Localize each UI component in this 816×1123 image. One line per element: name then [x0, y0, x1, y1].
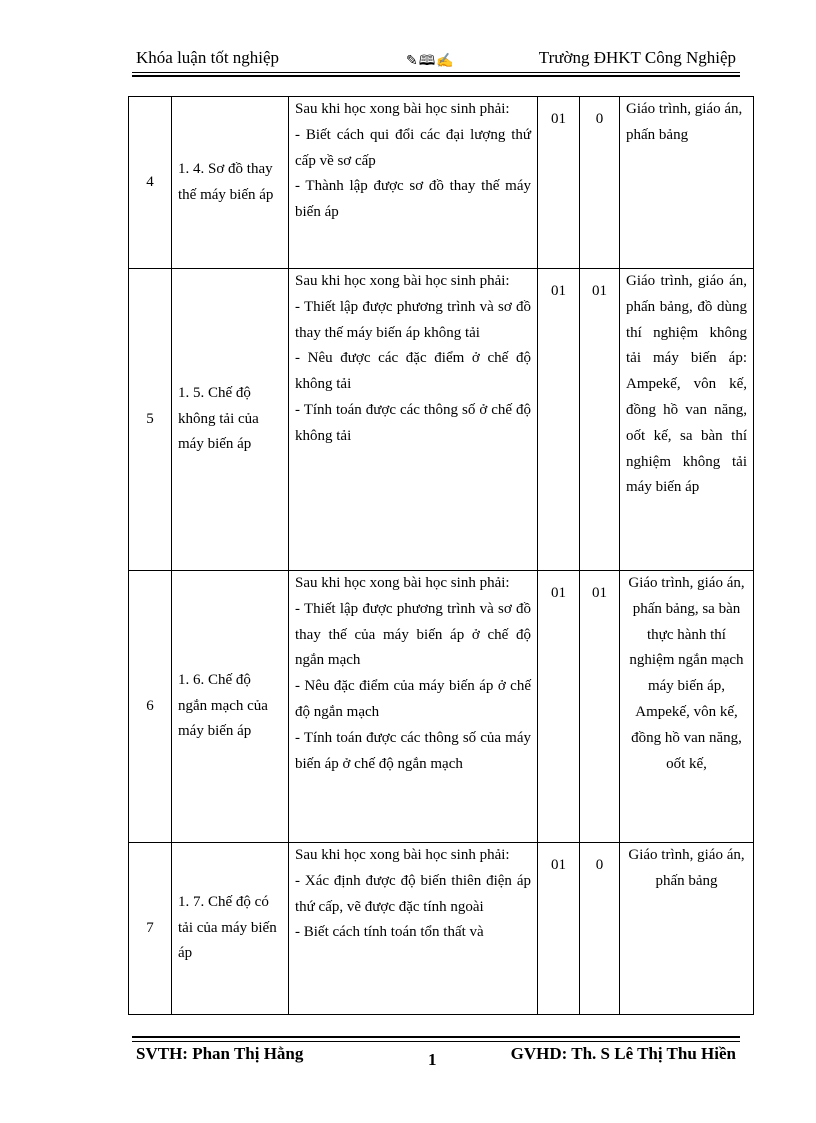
objective-line: - Biết cách qui đổi các đại lượng thứ cấp về sơ cấp [295, 126, 531, 169]
objective-line: Sau khi học xong bài học sinh phải: [295, 847, 510, 863]
practice-hours: 0 [580, 97, 620, 269]
objective-line: Sau khi học xong bài học sinh phải: [295, 101, 510, 117]
lesson-number: 7 [129, 843, 172, 1015]
lesson-plan-table [128, 96, 754, 1015]
theory-hours: 01 [538, 843, 580, 1015]
lesson-title: 1. 6. Chế độ ngắn mạch của máy biến áp [172, 571, 289, 843]
table-row [129, 97, 754, 269]
objective-line: Sau khi học xong bài học sinh phải: [295, 575, 510, 591]
page-header [136, 48, 736, 70]
teaching-resources: Giáo trình, giáo án, phấn bảng [620, 97, 754, 269]
theory-hours: 01 [538, 269, 580, 571]
teaching-resources: Giáo trình, giáo án, phấn bảng [620, 843, 754, 1015]
lesson-title: 1. 5. Chế độ không tải của máy biến áp [172, 269, 289, 571]
lesson-number: 4 [129, 97, 172, 269]
objective-line: - Tính toán được các thông số của máy biến áp ở chế độ ngắn mạch [295, 729, 531, 772]
objective-line: - Biết cách tính toán tổn thất và [295, 924, 484, 941]
objective-line: - Nêu đặc điểm của máy biến áp ở chế độ ngắn mạch [295, 678, 531, 720]
lesson-objectives [289, 269, 538, 571]
footer-rule-thin [132, 1041, 740, 1042]
footer-student: SVTH: Phan Thị Hằng [136, 1044, 304, 1063]
theory-hours: 01 [538, 97, 580, 269]
teaching-resources: Giáo trình, giáo án, phấn bảng, đồ dùng thí nghiệm không tải máy biến áp: Ampekế, vôn kế, đồng hồ van năng, oốt kế, sa bàn thí nghiệm không tải máy biến áp [620, 269, 754, 571]
header-thesis-title: Khóa luận tốt nghiệp [136, 48, 280, 67]
objective-line: Sau khi học xong bài học sinh phải: [295, 273, 510, 289]
footer-supervisor: GVHD: Th. S Lê Thị Thu Hiền [510, 1044, 736, 1063]
objective-line: - Thiết lập được phương trình và sơ đồ thay thế của máy biến áp ở chế độ ngắn mạch [295, 600, 531, 669]
practice-hours: 0 [580, 843, 620, 1015]
header-rule-thick [132, 75, 740, 77]
lesson-number: 6 [129, 571, 172, 843]
footer-rule-thick [132, 1036, 740, 1038]
teaching-resources: Giáo trình, giáo án, phấn bảng, sa bàn thực hành thí nghiệm ngắn mạch máy biến áp, Ampekế, vôn kế, đồng hồ van năng, oốt kế, [620, 571, 754, 843]
theory-hours: 01 [538, 571, 580, 843]
header-school-name: Trường ĐHKT Công Nghiệp [538, 48, 736, 67]
header-ornament-icon: ✎🕮✍ [406, 54, 455, 69]
lesson-number: 5 [129, 269, 172, 571]
practice-hours: 01 [580, 269, 620, 571]
lesson-objectives [289, 571, 538, 843]
objective-line: - Tính toán được các thông số ở chế độ không tải [295, 401, 531, 444]
page-footer [136, 1044, 736, 1068]
table-row [129, 269, 754, 571]
header-rule-thin [132, 72, 740, 73]
lesson-objectives [289, 97, 538, 269]
objective-line: - Xác định được độ biến thiên điện áp thứ cấp, vẽ được đặc tính ngoài [295, 872, 531, 915]
page-number: 1 [428, 1050, 437, 1069]
lesson-title: 1. 7. Chế độ có tải của máy biến áp [172, 843, 289, 1015]
lesson-objectives [289, 843, 538, 1015]
objective-line: - Thiết lập được phương trình và sơ đồ thay thế máy biến áp không tải [295, 298, 531, 341]
objective-line: - Nêu được các đặc điểm ở chế độ không tải [295, 350, 531, 393]
table-row [129, 843, 754, 1015]
lesson-title: 1. 4. Sơ đồ thay thế máy biến áp [172, 97, 289, 269]
objective-line: - Thành lập được sơ đồ thay thế máy biến áp [295, 178, 531, 221]
table-row [129, 571, 754, 843]
practice-hours: 01 [580, 571, 620, 843]
